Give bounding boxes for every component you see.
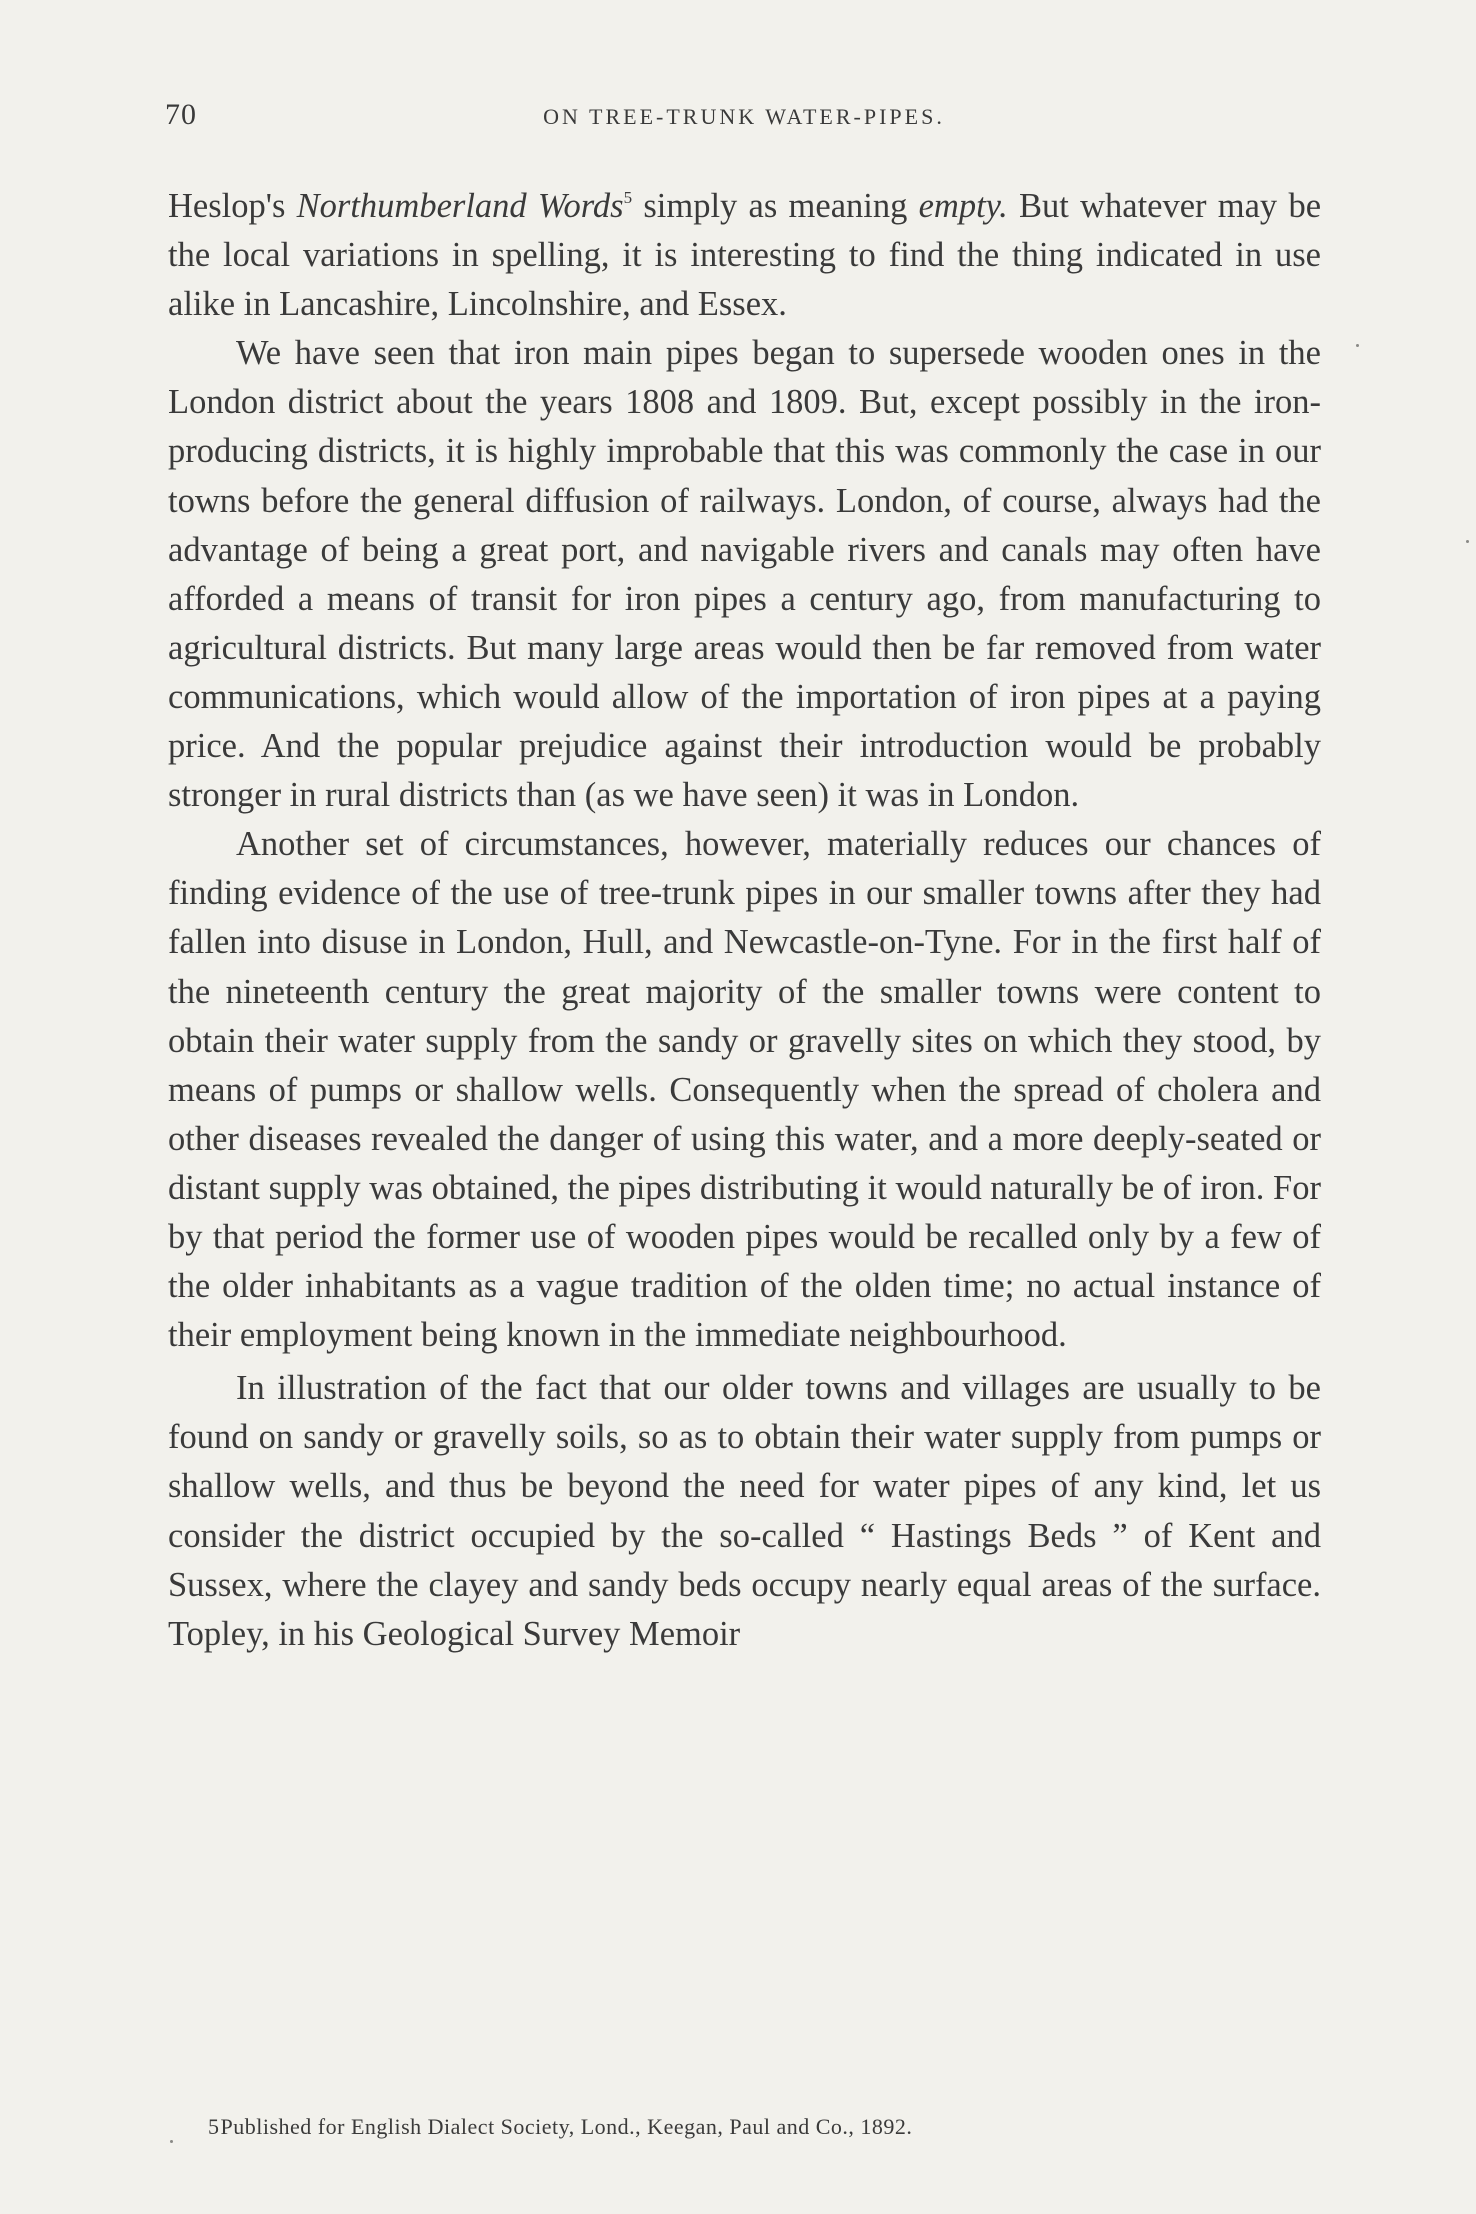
- paragraph-1-lead: Heslop's: [168, 187, 297, 225]
- page-number: 70: [165, 98, 197, 131]
- book-title-italic: Northumberland Words: [296, 187, 624, 225]
- print-speck: [1356, 344, 1359, 347]
- body-text: [168, 182, 1321, 1659]
- paragraph-1: [168, 182, 1321, 329]
- emphasis-italic: empty.: [918, 187, 1008, 225]
- footnote-reference: 5: [623, 188, 633, 207]
- running-title: ON TREE-TRUNK WATER-PIPES.: [543, 104, 945, 129]
- paragraph-1-middle: simply as meaning: [632, 187, 919, 225]
- print-speck: [170, 2140, 173, 2143]
- print-speck: [1466, 540, 1469, 543]
- paragraph-3: Another set of circumstances, however, materially reduces our chances of finding evidence of the use of tree-trunk pipes in our smaller towns after they had fallen into disuse in London, Hull, and Newcastle-on-Tyne. For in the first half of the nineteenth century the great majority of the smaller towns were content to obtain their water supply from the sandy or gravelly sites on which they stood, by means of pumps or shallow wells. Consequently when the spread of cholera and other diseases revealed the danger of using this water, and a more deeply-seated or distant supply was obtained, the pipes distributing it would naturally be of iron. For by that period the former use of wooden pipes would be recalled only by a few of the older inhabitants as a vague tradition of the olden time; no actual instance of their employment being known in the immediate neighbourhood.: [168, 825, 1321, 1355]
- paragraph-2: We have seen that iron main pipes began to supersede wooden ones in the London district about the years 1808 and 1809. But, except possibly in the iron-producing districts, it is highly improbable that this was commonly the case in our towns before the general diffusion of railways. London, of course, always had the advantage of being a great port, and navigable rivers and canals may often have afforded a means of transit for iron pipes a century ago, from manufacturing to agricultural districts. But many large areas would then be far removed from water communications, which would allow of the importation of iron pipes at a paying price. And the popular prejudice against their introduction would be probably stronger in rural districts than (as we have seen) it was in London.: [168, 334, 1321, 815]
- footnote: [208, 2114, 1323, 2140]
- footnote-text: Published for English Dialect Society, Lond., Keegan, Paul and Co., 1892.: [220, 2114, 913, 2139]
- footnote-number: 5: [208, 2114, 220, 2139]
- running-head: [165, 98, 1323, 138]
- paragraph-1-rest: But whatever may be the local variations in spelling, it is interesting to find the thing indicated in use alike in Lancashire, Lincolnshire, and Essex.: [168, 187, 1322, 324]
- paragraph-4: In illustration of the fact that our older towns and villages are usually to be found on sandy or gravelly soils, so as to obtain their water supply from pumps or shallow wells, and thus be beyond the need for water pipes of any kind, let us consider the district occupied by the so-called “ Hastings Beds ” of Kent and Sussex, where the clayey and sandy beds occupy nearly equal areas of the surface. Topley, in his Geological Survey Memoir: [168, 1369, 1321, 1653]
